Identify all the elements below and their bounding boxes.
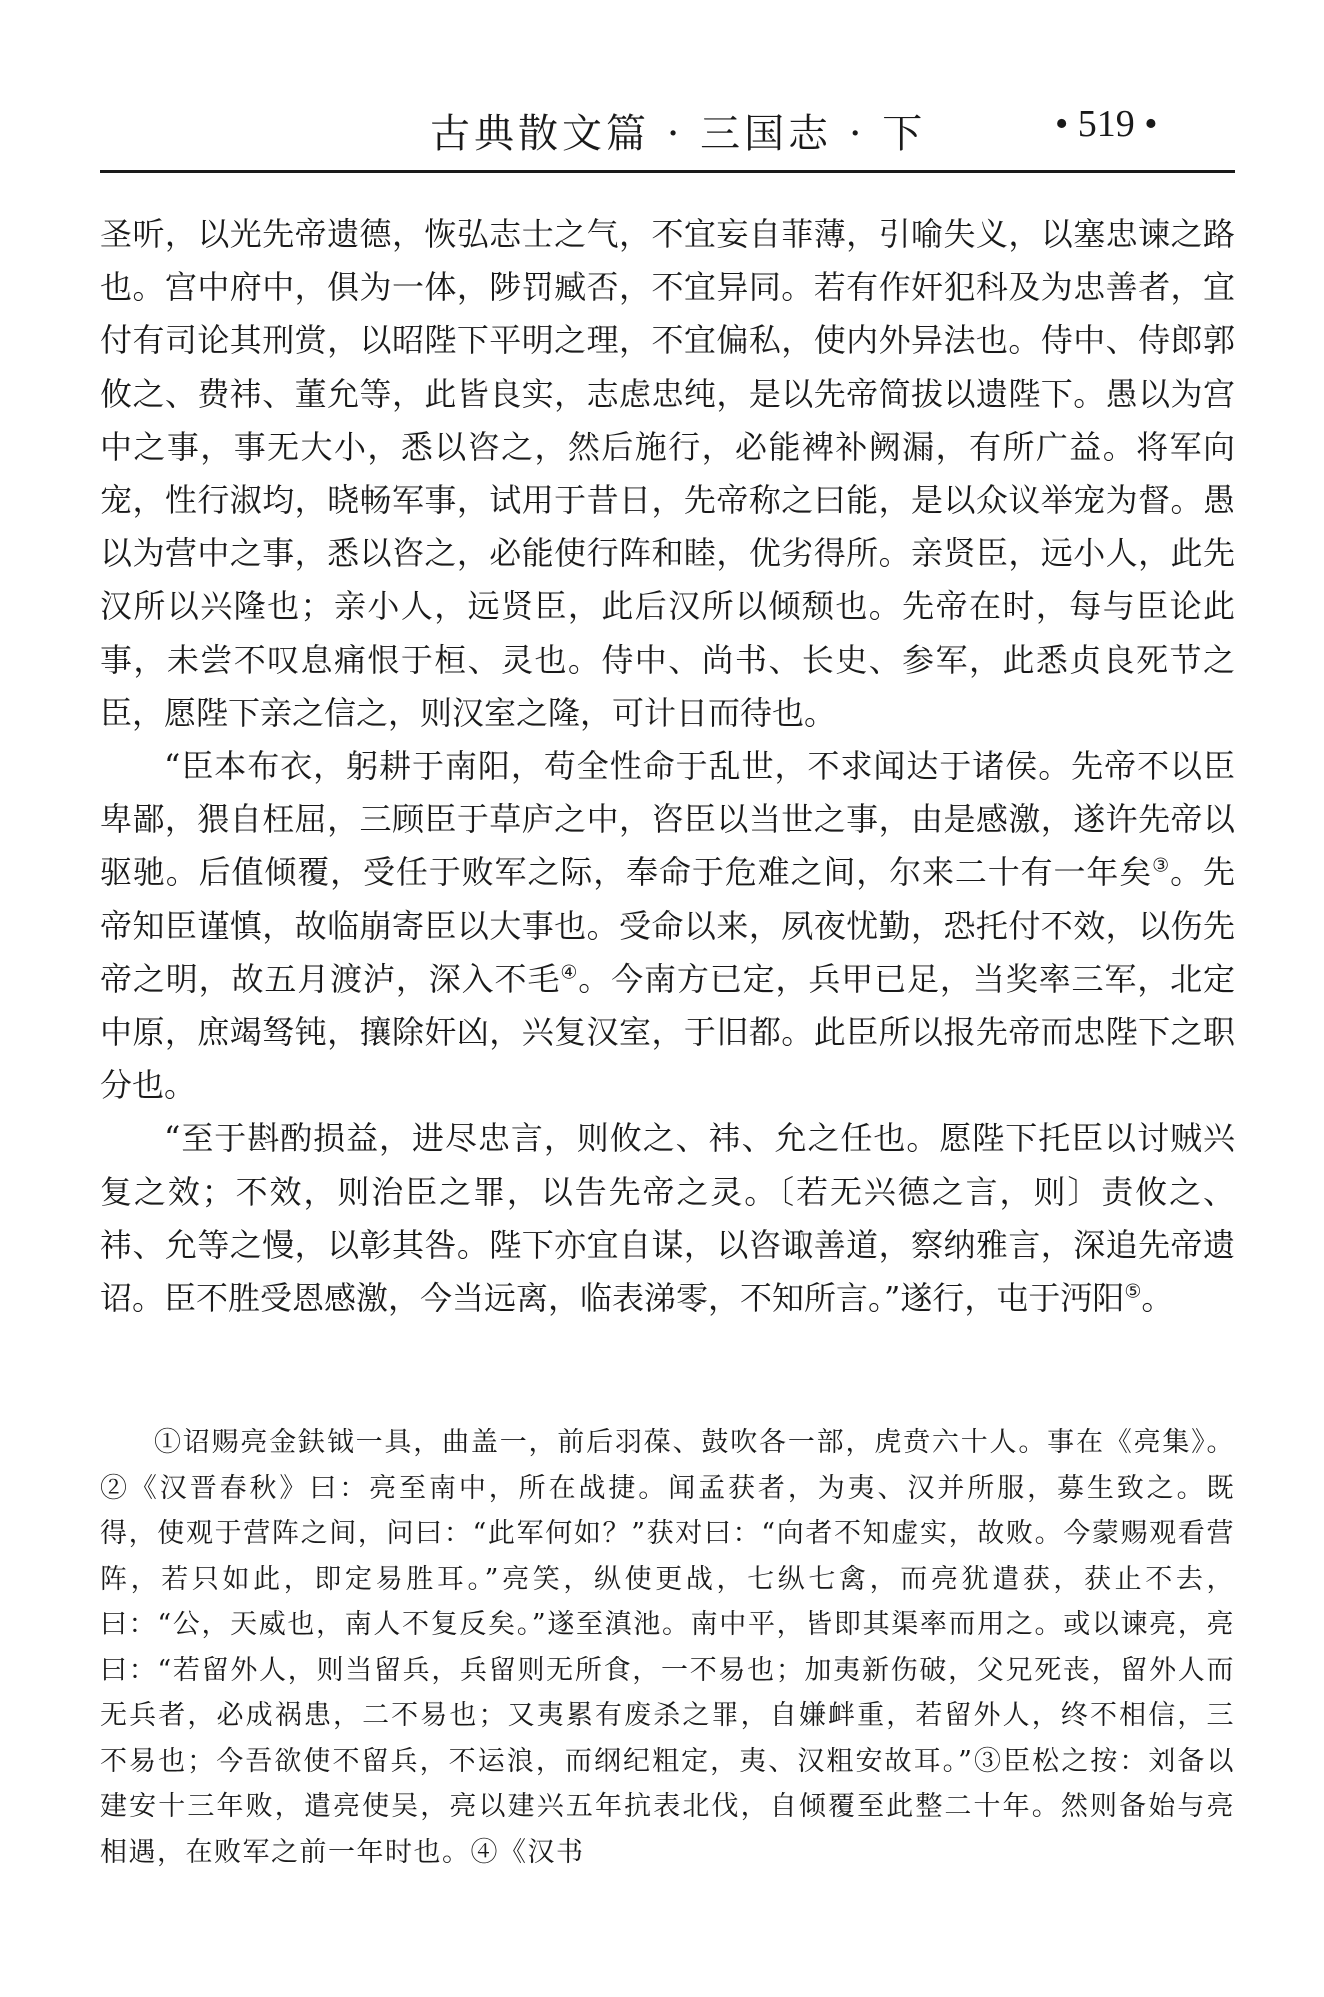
paragraph-1: 圣听，以光先帝遗德，恢弘志士之气，不宜妄自菲薄，引喻失义，以塞忠谏之路也。宫中府中，俱为一体，陟罚臧否，不宜异同。若有作奸犯科及为忠善者，宜付有司论其刑赏，以昭陛下平明之理，不宜偏私，使内外异法也。侍中、侍郎郭攸之、费祎、董允等，此皆良实，志虑忠纯，是以先帝简拔以遗陛下。愚以为宫中之事，事无大小，悉以咨之，然后施行，必能裨补阙漏，有所广益。将军向宠，性行淑均，晓畅军事，试用于昔日，先帝称之曰能，是以众议举宠为督。愚以为营中之事，悉以咨之，必能使行阵和睦，优劣得所。亲贤臣，远小人，此先汉所以兴隆也；亲小人，远贤臣，此后汉所以倾颓也。先帝在时，每与臣论此事，未尝不叹息痛恨于桓、灵也。侍中、尚书、长史、参军，此悉贞良死节之臣，愿陛下亲之信之，则汉室之隆，可计日而待也。 [100,215,1235,732]
page-number: • 519 • [1055,103,1158,145]
paragraph-2-text-a: “臣本布衣，躬耕于南阳，苟全性命于乱世，不求闻达于诸侯。先帝不以臣卑鄙，猥自枉屈，三顾臣于草庐之中，咨臣以当世之事，由是感激，遂许先帝以驱驰。后值倾覆，受任于败军之际，奉命于危难之间，尔来二十有一年矣 [100,747,1235,892]
header-rule [100,170,1235,173]
paragraph-2-text-c: 。今南方已定，兵甲已足，当奖率三军，北定中原，庶竭驽钝，攘除奸凶，兴复汉室，于旧都。此臣所以报先帝而忠陛下之职分也。 [100,959,1235,1105]
running-title: 古典散文篇 · 三国志 · 下 [430,111,927,157]
page-header [0,100,1324,170]
paragraph-3 [100,1112,1235,1325]
annotation-text: ①诏赐亮金鈇钺一具，曲盖一，前后羽葆、鼓吹各一部，虎贲六十人。事在《亮集》。②《汉晋春秋》曰：亮至南中，所在战捷。闻孟获者，为夷、汉并所服，募生致之。既得，使观于营阵之间，问曰：“此军何如？”获对曰：“向者不知虚实，故败。今蒙赐观看营阵，若只如此，即定易胜耳。”亮笑，纵使更战，七纵七禽，而亮犹遣获，获止不去，曰：“公，天威也，南人不复反矣。”遂至滇池。南中平，皆即其渠率而用之。或以谏亮，亮曰：“若留外人，则当留兵，兵留则无所食，一不易也；加夷新伤破，父兄死丧，留外人而无兵者，必成祸患，二不易也；又夷累有废杀之罪，自嫌衅重，若留外人，终不相信，三不易也；今吾欲使不留兵，不运浪，而纲纪粗定，夷、汉粗安故耳。”③臣松之按：刘备以建安十三年败，遣亮使吴，亮以建兴五年抗表北伐，自倾覆至此整二十年。然则备始与亮相遇，在败军之前一年时也。④《汉书 [100,1427,1235,1868]
footnote-ref-4: ④ [560,961,579,984]
main-text [100,208,1235,1325]
paragraph-2 [100,740,1235,1112]
footnote-ref-5: ⑤ [1124,1280,1142,1303]
paragraph-3-text-b: 。 [1141,1279,1174,1318]
paragraph-2-text-b: 。先帝知臣谨慎，故临崩寄臣以大事也。受命以来，夙夜忧勤，恐托付不效，以伤先帝之明，故五月渡泸，深入不毛 [100,853,1235,998]
paragraph-3-text-a: “至于斟酌损益，进尽忠言，则攸之、祎、允之任也。愿陛下托臣以讨贼兴复之效；不效，则治臣之罪，以告先帝之灵。〔若无兴德之言，则〕责攸之、祎、允等之慢，以彰其咎。陛下亦宜自谋，以咨诹善道，察纳雅言，深追先帝遗诏。臣不胜受恩感激，今当远离，临表涕零，不知所言。”遂行，屯于沔阳 [100,1119,1235,1318]
annotations [100,1420,1235,1875]
footnote-ref-3: ③ [1152,854,1171,877]
